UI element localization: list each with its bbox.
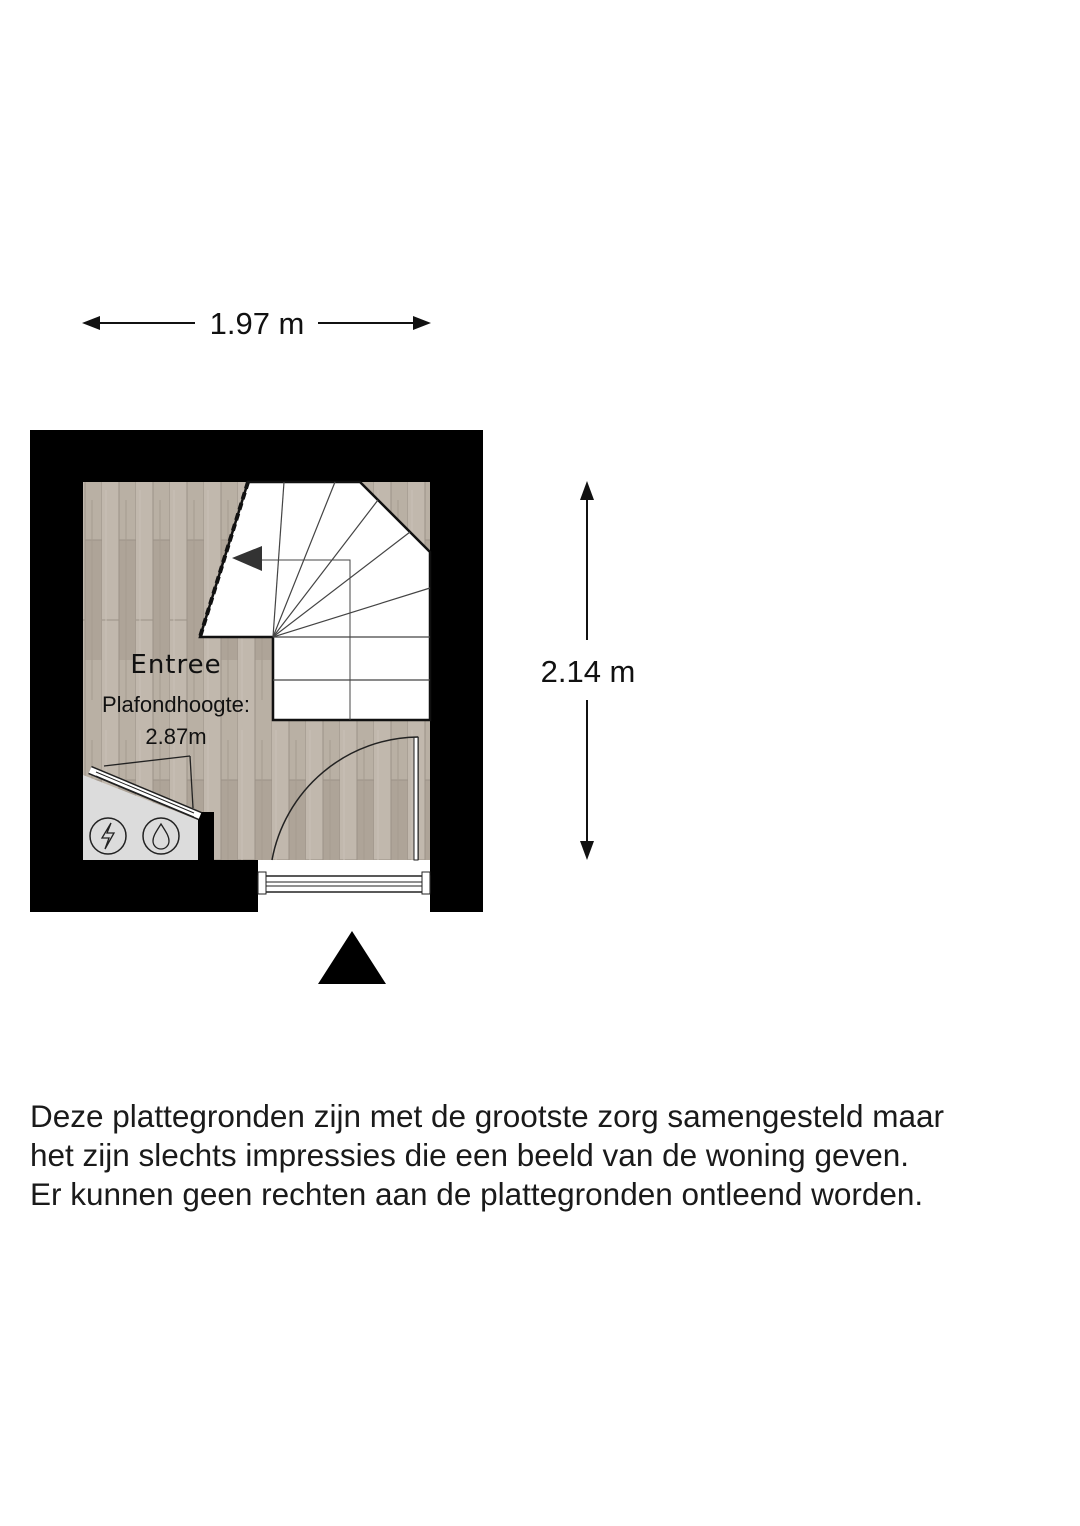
front-wall-right <box>430 860 483 912</box>
front-door-threshold <box>258 872 430 894</box>
disclaimer-line: Deze plattegronden zijn met de grootste zorg samengesteld maar <box>30 1098 945 1134</box>
ceiling-height-label: Plafondhoogte: <box>101 692 251 717</box>
entrance-arrow-icon <box>318 931 386 984</box>
height-dimension <box>541 481 636 860</box>
disclaimer-line: het zijn slechts impressies die een beeld van de woning geven. <box>30 1137 910 1173</box>
width-dimension <box>82 306 431 341</box>
front-wall-left <box>30 860 258 912</box>
room-name: Entree <box>130 650 222 680</box>
disclaimer-line: Er kunnen geen rechten aan de plattegronden ontleend worden. <box>30 1176 924 1212</box>
width-label: 1.97 m <box>209 306 305 341</box>
disclaimer <box>30 1097 1075 1214</box>
ceiling-height-value: 2.87m <box>145 724 207 749</box>
height-label: 2.14 m <box>540 654 636 689</box>
